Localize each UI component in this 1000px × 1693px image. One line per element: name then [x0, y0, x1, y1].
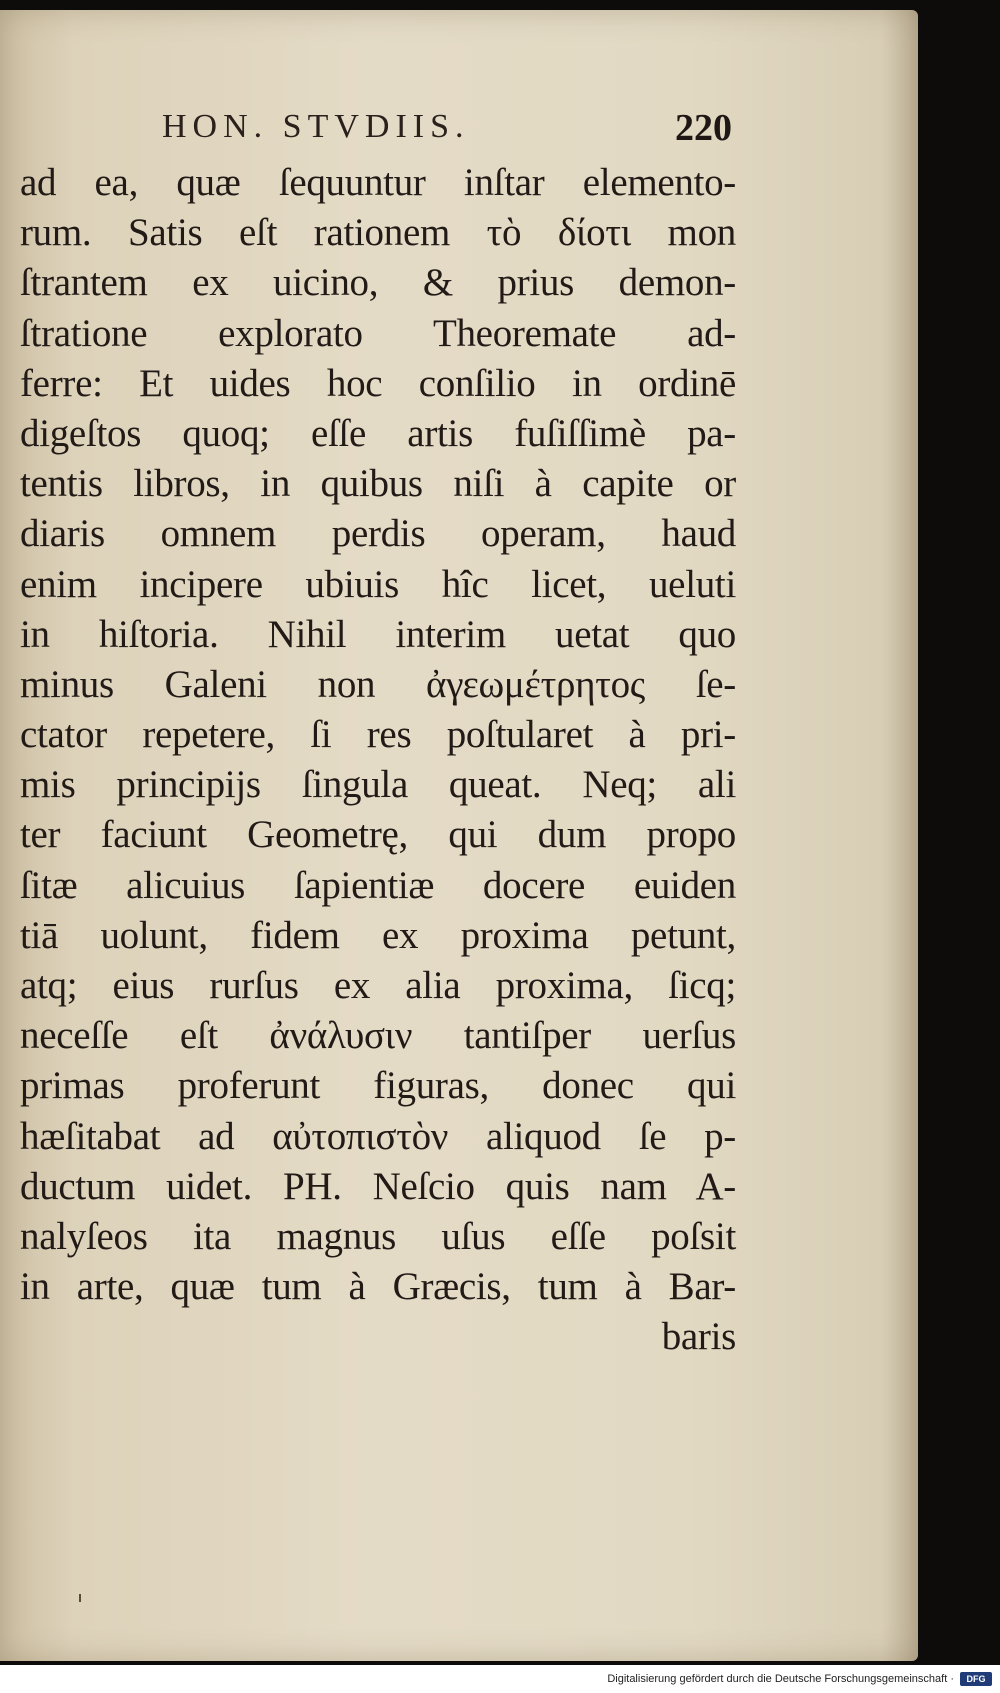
running-head: [162, 108, 732, 154]
dfg-logo: DFG: [960, 1672, 992, 1686]
text-line: tentis libros, in quibus niſi à capite or: [20, 462, 736, 506]
text-line: ter faciunt Geometrę, qui dum propo: [20, 813, 736, 857]
text-line: nalyſeos ita magnus uſus eſſe poſsit: [20, 1214, 736, 1258]
ink-speck: [79, 1594, 81, 1602]
text-line: hæſitabat ad αὐτοπιστὸν aliquod ſe p-: [20, 1114, 736, 1158]
text-line: in arte, quæ tum à Græcis, tum à Bar-: [20, 1265, 736, 1309]
text-line: mis principijs ſingula queat. Neq; ali: [20, 763, 736, 807]
text-line: neceſſe eſt ἀνάλυσιν tantiſper uerſus: [20, 1014, 736, 1058]
text-line: primas proferunt figuras, donec qui: [20, 1064, 736, 1108]
text-line: atq; eius rurſus ex alia proxima, ſicq;: [20, 964, 736, 1007]
text-line: diaris omnem perdis operam, haud: [20, 512, 736, 556]
funding-credit: Digitalisierung gefördert durch die Deutsche Forschungsgemeinschaft ·: [607, 1673, 954, 1685]
footer-bar: [0, 1665, 1000, 1693]
text-line: digeſtos quoq; eſſe artis fuſiſſimè pa-: [20, 411, 736, 455]
main-text: [20, 158, 736, 1363]
page-number: 220: [675, 107, 732, 149]
catchword: baris: [661, 1315, 736, 1359]
text-line: ctator repetere, ſi res poſtularet à pri-: [20, 713, 736, 757]
text-line: ſtratione explorato Theoremate ad-: [20, 311, 736, 355]
text-line: enim incipere ubiuis hîc licet, ueluti: [20, 562, 736, 606]
text-line: in hiſtoria. Nihil interim uetat quo: [20, 612, 736, 656]
text-line: ſitæ alicuius ſapientiæ docere euiden: [20, 863, 736, 907]
running-title: HON. STVDIIS.: [162, 108, 470, 145]
text-line: ferre: Et uides hoc conſilio in ordinē: [20, 361, 736, 405]
text-line: ad ea, quæ ſequuntur inſtar elemento-: [20, 161, 736, 204]
text-line: rum. Satis eſt rationem τὸ δίοτι mon: [20, 211, 736, 255]
text-line: ſtrantem ex uicino, & prius demon-: [20, 261, 736, 305]
book-page: [0, 10, 918, 1661]
text-line: minus Galeni non ἀγεωμέτρητος ſe-: [20, 662, 736, 706]
text-line: ductum uidet. PH. Neſcio quis nam A-: [20, 1164, 736, 1208]
text-line: tiā uolunt, fidem ex proxima petunt,: [20, 913, 736, 957]
